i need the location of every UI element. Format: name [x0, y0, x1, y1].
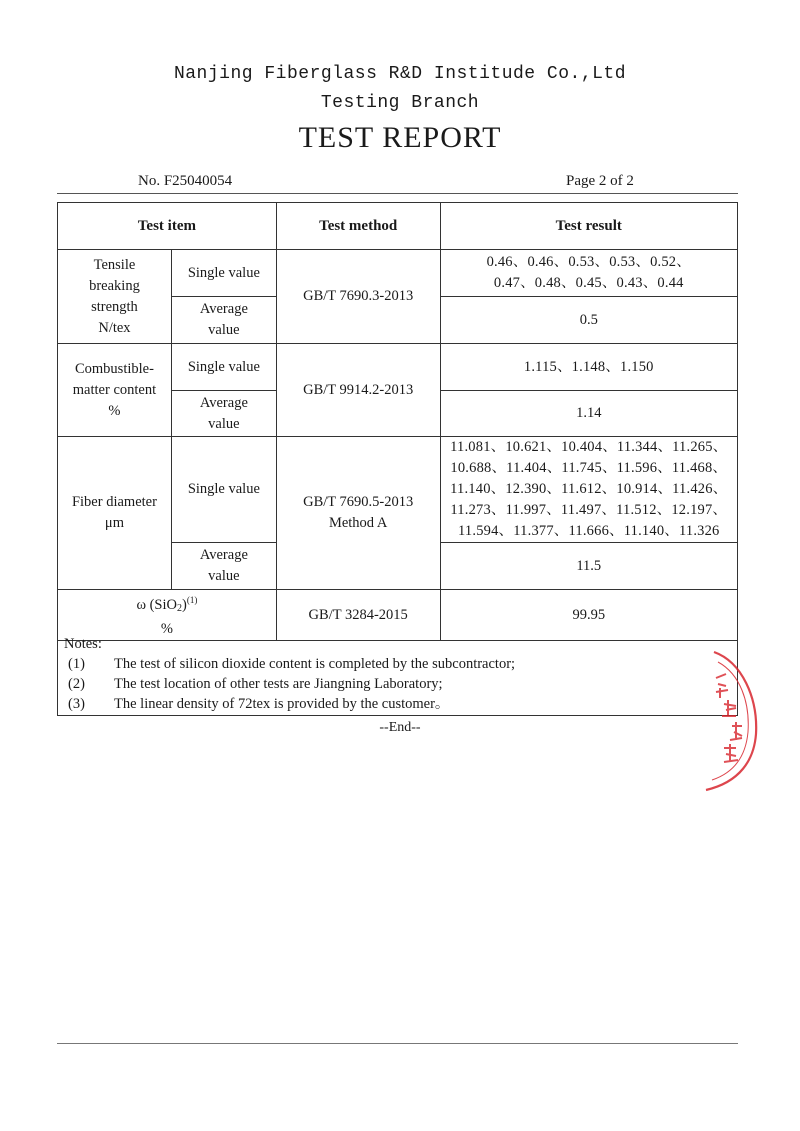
combustible-item: Combustible- matter content %: [58, 344, 172, 437]
tensile-item: Tensile breaking strength N/tex: [58, 250, 172, 344]
end-mark: --End--: [379, 720, 421, 735]
report-number: No. F25040054: [138, 173, 233, 189]
table-row: [58, 250, 738, 297]
fiber-method: GB/T 7690.5-2013 Method A: [276, 437, 440, 590]
tensile-single-result: 0.46、0.46、0.53、0.53、0.52、 0.47、0.48、0.45、0.43、0.44: [440, 250, 737, 297]
fiber-item: Fiber diameter μm: [58, 437, 172, 590]
tensile-method: GB/T 7690.3-2013: [276, 250, 440, 344]
results-table: [57, 202, 738, 641]
sio2-result: 99.95: [440, 590, 737, 641]
report-title: TEST REPORT: [298, 121, 502, 154]
tensile-average-label: Average value: [171, 297, 276, 344]
tensile-single-label: Single value: [171, 250, 276, 297]
combustible-single-label: Single value: [171, 344, 276, 391]
fiber-single-result: 11.081、10.621、10.404、11.344、11.265、 10.688、11.404、11.745、11.596、11.468、 11.140、12.390、11.612、10.914、11.426、 11.273、11.997、11.497、11.512、12.197、 11.594、11.377、11.666、11.140、11.326: [440, 437, 737, 543]
seal-stamp-icon: [694, 648, 764, 798]
combustible-single-result: 1.115、1.148、1.150: [440, 344, 737, 391]
combustible-average-result: 1.14: [440, 391, 737, 437]
sio2-method: GB/T 3284-2015: [276, 590, 440, 641]
header-test-result: Test result: [440, 203, 737, 250]
notes-section: [57, 632, 738, 716]
combustible-method: GB/T 9914.2-2013: [276, 344, 440, 437]
sio2-item: ω $(SiO_2)^{(1)}$ %: [58, 590, 277, 641]
table-row: [58, 344, 738, 391]
note-item: (3) The linear density of 72tex is provided by the customer。: [68, 696, 450, 712]
combustible-average-label: Average value: [171, 391, 276, 437]
page-number: Page 2 of 2: [566, 173, 634, 189]
header-test-item: Test item: [58, 203, 277, 250]
table-header-row: [58, 203, 738, 250]
fiber-average-label: Average value: [171, 543, 276, 590]
footer-rule: [57, 1043, 738, 1044]
table-row: [58, 437, 738, 543]
header-rule: [57, 193, 738, 194]
fiber-average-result: 11.5: [440, 543, 737, 590]
tensile-average-result: 0.5: [440, 297, 737, 344]
organization-name: Nanjing Fiberglass R&D Institude Co.,Ltd: [173, 64, 627, 84]
note-item: (2) The test location of other tests are Jiangning Laboratory;: [68, 676, 443, 692]
notes-title: Notes:: [64, 636, 102, 652]
note-item: (1) The test of silicon dioxide content is completed by the subcontractor;: [68, 656, 516, 672]
fiber-single-label: Single value: [171, 437, 276, 543]
header-test-method: Test method: [276, 203, 440, 250]
branch-name: Testing Branch: [320, 93, 480, 113]
